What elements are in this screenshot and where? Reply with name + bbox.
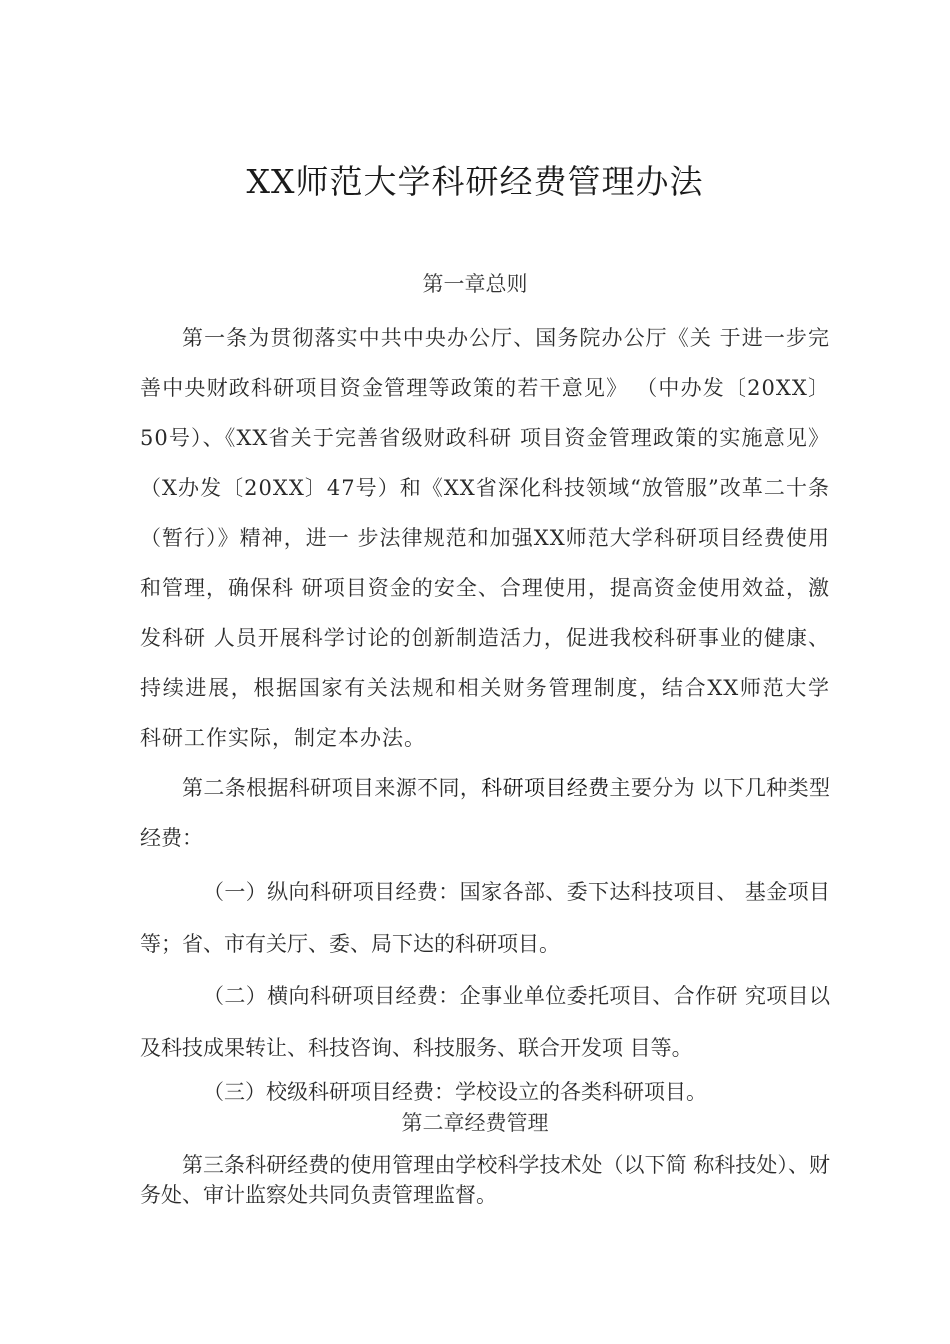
article-1: 第一条为贯彻落实中共中央办公厅、国务院办公厅《关 于进一步完善中央财政科研项目资金管理等政策的若干意见》 （中办发〔20XX〕50号）、《XX省关于完善省级财政科研 项目资金管理政策的实施意见》（X办发〔20XX〕47号）和《XX省深化科技领域“放管服”改革二十条（暂行）》精神，进一 步法律规范和加强XX师范大学科研项目经费使用和管理，确保科 研项目资金的安全、合理使用，提高资金使用效益，激发科研 人员开展科学讨论的创新制造活力，促进我校科研事业的健康、 持续进展，根据国家有关法规和相关财务管理制度，结合XX师范大学科研工作实际，制定本办法。 (140, 326, 830, 750)
article-2-highlight: 科研项目经费 (481, 776, 610, 800)
chapter-2-heading: 第二章经费管理 (401, 1111, 549, 1135)
article-3: 第三条科研经费的使用管理由学校科学技术处（以下简 称科技处）、财务处、审计监察处共同负责管理监督。 (140, 1153, 830, 1207)
article-2-text-before: 第二条根据科研项目来源不同， (182, 776, 482, 800)
article-2-item-3: （三）校级科研项目经费：学校设立的各类科研项目。 (203, 1080, 707, 1104)
article-2-text-after: 主要分为 以下几种类型经费： (140, 776, 830, 850)
article-2-item-1: （一）纵向科研项目经费：国家各部、委下达科技项目、 基金项目等；省、市有关厅、委、局下达的科研项目。 (140, 880, 830, 956)
document-title: XX师范大学科研经费管理办法 (246, 162, 704, 201)
article-2-item-2: （二）横向科研项目经费：企事业单位委托项目、合作研 究项目以及科技成果转让、科技咨询、科技服务、联合开发项 目等。 (140, 984, 830, 1060)
chapter-1-heading: 第一章总则 (422, 272, 528, 296)
article-2 (140, 763, 830, 863)
